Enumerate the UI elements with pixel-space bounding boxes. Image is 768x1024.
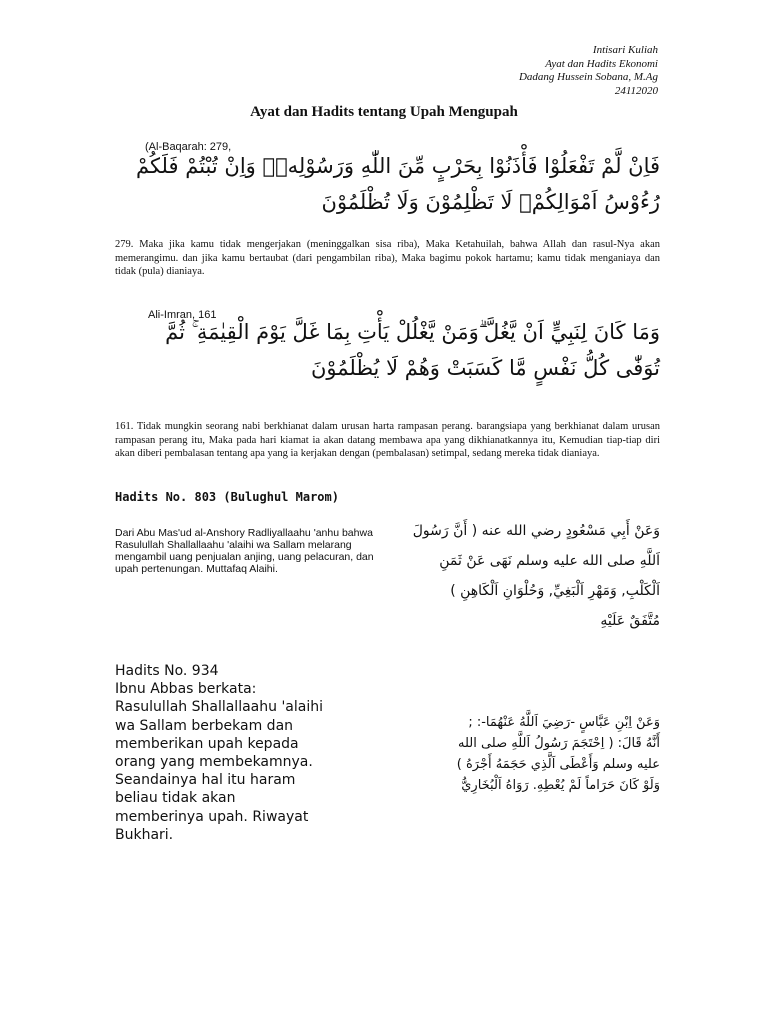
verse-reference-baqarah: (Al-Baqarah: 279, [145,141,232,153]
arabic-line: وَعَنْ أَبِي مَسْعُودٍ رضي الله عنه ( أَنَّ رَسُولَ [412,523,660,539]
hadits-934-line: wa Sallam berbekam dan [115,717,294,734]
arabic-line: مُتَّفَقٌ عَلَيْهِ [600,613,660,629]
hadits-934-line: memberinya upah. Riwayat [115,808,309,825]
hadits-934-line: Seandainya hal itu haram [115,772,296,789]
arabic-line: اَللَّهِ صلى الله عليه وسلم نَهَى عَنْ ثَمَنِ [439,553,660,569]
hadits-803-title: Hadits No. 803 (Bulughul Marom) [115,490,339,504]
arabic-verse-ali-imran [140,314,660,386]
arabic-line: أَنَّهُ قَالَ: ( اِحْتَجَمَ رَسُولُ اَللَّهِ صلى الله [457,736,660,751]
header-block [519,44,658,98]
hadits-934-line: memberikan upah kepada [115,735,299,752]
arabic-line: وَلَوْ كَانَ حَرَاماً لَمْ يُعْطِهِ. رَوَاهُ اَلْبُخَارِيُّ [461,778,660,793]
translation-ali-imran: 161. Tidak mungkin seorang nabi berkhianat dalam urusan harta rampasan perang. barangsiapa yang berkhianat dalam urusan rampasan perang itu, Maka pada hari kiamat ia akan datang membawa apa yang dikhianatkannya itu, Kemudian tiap-tiap diri akan diberi pembalasan tentang apa yang ia kerjakan dengan (pembalasan) setimpal, sedang mereka tidak dianiaya. [115,421,660,459]
arabic-line: وَعَنْ اِبْنِ عَبَّاسٍ -رَضِيَ اَللَّهُ عَنْهُمَا-: ; [468,715,660,730]
arabic-line: وَمَا كَانَ لِنَبِيٍّ اَنْ يَّغُلَّ ۗوَمَنْ يَّغْلُلْ يَأْتِ بِمَا غَلَّ يَوْمَ الْقِيٰمَةِ ۚ ثُمَّ [165,320,660,344]
hadits-934-title: Hadits No. 934 [115,663,219,679]
header-date: 24112020 [614,84,658,97]
hadits-803-arabic [392,516,660,636]
translation-baqarah: 279. Maka jika kamu tidak mengerjakan (meninggalkan sisa riba), Maka Ketahuilah, bahwa Allah dan rasul-Nya akan memerangimu. dan jika kamu bertaubat (dari pengambilan riba), Maka bagimu pokok hartamu; kamu tidak menganiaya dan tidak (pula) dianiaya. [115,239,660,277]
header-subject: Ayat dan Hadits Ekonomi [545,57,658,70]
header-course: Intisari Kuliah [592,44,658,56]
arabic-line: رُءُوْسُ اَمْوَالِكُمْۚ لَا تَظْلِمُوْنَ وَلَا تُظْلَمُوْنَ [321,190,660,214]
hadits-803-translation: Dari Abu Mas'ud al-Anshory Radliyallaahu 'anhu bahwa Rasulullah Shallallaahu 'alaihi wa Sallam melarang mengambil uang penjualan anjing, uang pelacuran, dan upah pertenungan. Muttafaq Alaihi. [115,527,374,575]
header-author: Dadang Hussein Sobana, M.Ag [518,71,658,83]
hadits-934-line: orang yang membekamnya. [115,754,313,771]
hadits-934-text [115,662,377,844]
arabic-line: فَاِنْ لَّمْ تَفْعَلُوْا فَأْذَنُوْا بِحَرْبٍ مِّنَ اللّٰهِ وَرَسُوْلِهٖۚ وَاِنْ تُبْتُمْ فَلَكُمْ [135,154,660,178]
document-title: Ayat dan Hadits tentang Upah Mengupah [250,104,518,120]
arabic-line: اَلْكَلْبِ, وَمَهْرِ اَلْبَغِيِّ, وَحُلْوَانِ اَلْكَاهِنِ ) [450,583,660,599]
arabic-line: تُوَفّٰى كُلُّ نَفْسٍ مَّا كَسَبَتْ وَهُمْ لَا يُظْلَمُوْنَ [310,356,660,380]
arabic-line: عليه وسلم وَأَعْطَى اَلَّذِي حَجَمَهُ أَجْرَهُ ) [456,757,660,772]
hadits-934-line: Bukhari. [115,826,174,843]
hadits-934-line: beliau tidak akan [115,790,236,807]
hadits-934-line: Ibnu Abbas berkata: [115,681,257,698]
arabic-verse-baqarah [135,148,660,220]
hadits-934-arabic [385,712,660,796]
hadits-934-line: Rasulullah Shallallaahu 'alaihi [115,699,323,716]
verse-reference-ali-imran: Ali-Imran, 161 [148,309,217,321]
